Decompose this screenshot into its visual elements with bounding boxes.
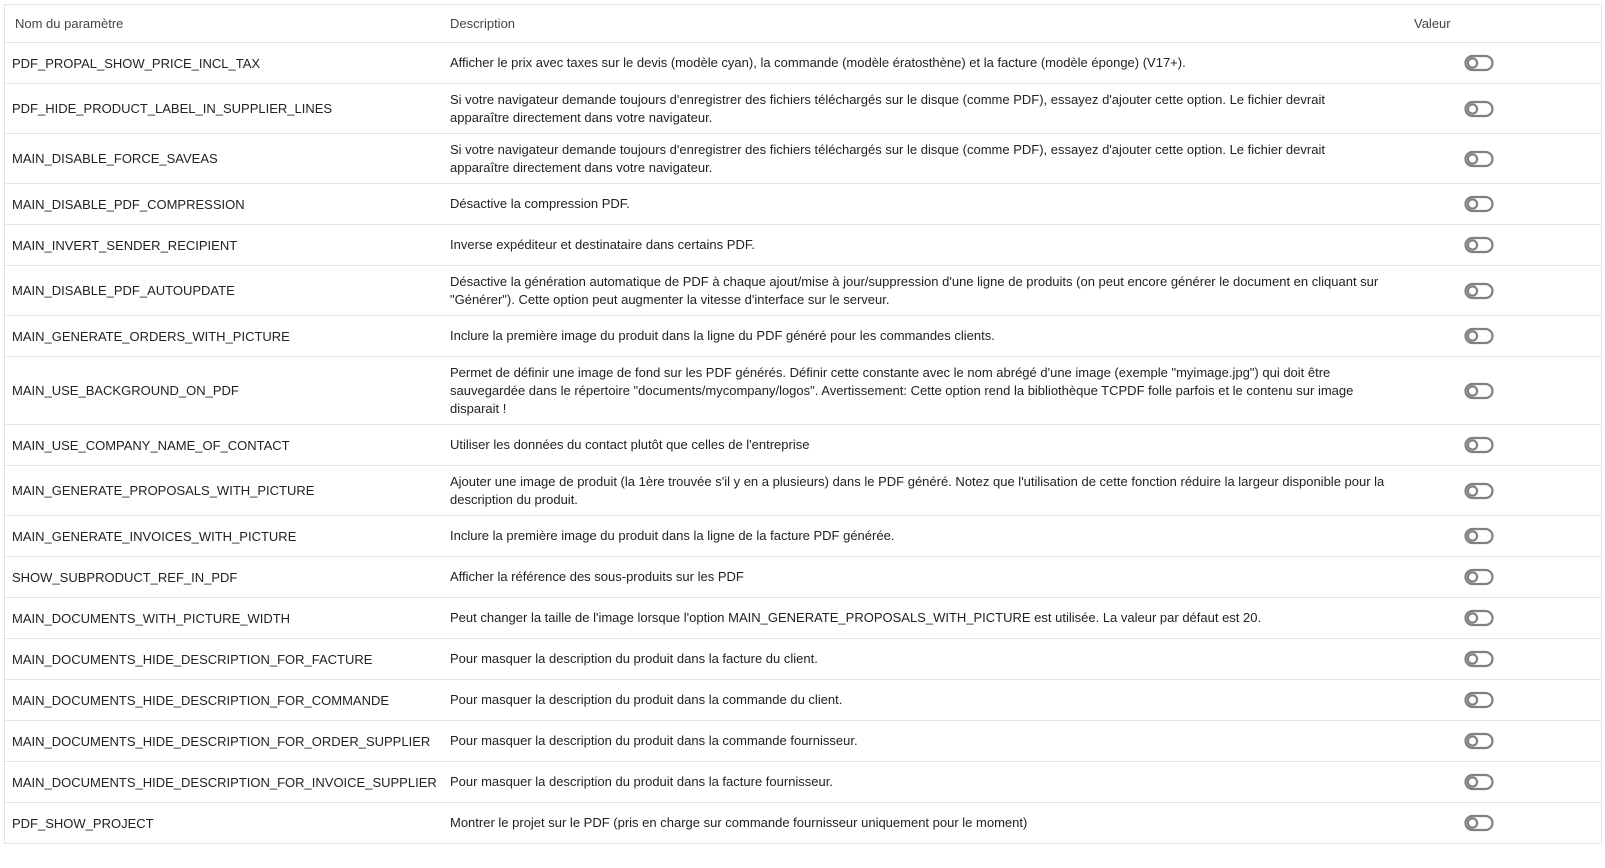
param-description: Ajouter une image de produit (la 1ère trouvée s'il y en a plusieurs) dans le PDF généré. Notez que l'utilisation de cette fonction réduire la largeur disponible pour la description du produit. xyxy=(450,473,1385,507)
param-name: MAIN_INVERT_SENDER_RECIPIENT xyxy=(12,237,238,253)
param-description: Si votre navigateur demande toujours d'enregistrer des fichiers téléchargés sur le disque (comme PDF), essayez d'ajouter cette option. Le fichier devrait apparaître directement dans votre navigateur. xyxy=(450,91,1325,125)
toggle-off-icon[interactable] xyxy=(1464,382,1494,399)
param-description: Si votre navigateur demande toujours d'enregistrer des fichiers téléchargés sur le disque (comme PDF), essayez d'ajouter cette option. Le fichier devrait apparaître directement dans votre navigateur. xyxy=(450,141,1325,175)
param-description: Montrer le projet sur le PDF (pris en charge sur commande fournisseur uniquement pour le moment) xyxy=(450,815,1028,830)
toggle-off-icon[interactable] xyxy=(1464,237,1494,254)
table-row xyxy=(5,516,1601,557)
param-name: MAIN_DOCUMENTS_HIDE_DESCRIPTION_FOR_FACTURE xyxy=(12,651,373,667)
toggle-off-icon[interactable] xyxy=(1464,528,1494,545)
table-row xyxy=(5,721,1601,762)
table-row xyxy=(5,266,1601,316)
param-name: MAIN_DISABLE_PDF_COMPRESSION xyxy=(12,196,245,212)
table-row xyxy=(5,225,1601,266)
table-row xyxy=(5,639,1601,680)
param-description: Désactive la génération automatique de PDF à chaque ajout/mise à jour/suppression d'une ligne de produits (on peut encore générer le document en cliquant sur "Générer"). Cette option peut augmenter la vitesse d'interface sur le serveur. xyxy=(450,273,1379,307)
param-description: Inclure la première image du produit dans la ligne du PDF généré pour les commandes clients. xyxy=(450,328,995,343)
param-description: Pour masquer la description du produit dans la commande fournisseur. xyxy=(450,733,858,748)
param-description: Afficher la référence des sous-produits sur les PDF xyxy=(450,569,744,584)
table-row xyxy=(5,425,1601,466)
table-row xyxy=(5,466,1601,516)
table-row xyxy=(5,598,1601,639)
toggle-off-icon[interactable] xyxy=(1464,774,1494,791)
param-name: MAIN_USE_BACKGROUND_ON_PDF xyxy=(12,383,239,398)
header-description: Description xyxy=(450,15,516,31)
param-name: MAIN_DOCUMENTS_HIDE_DESCRIPTION_FOR_COMMANDE xyxy=(12,692,390,708)
table-row xyxy=(5,680,1601,721)
toggle-off-icon[interactable] xyxy=(1464,282,1494,299)
param-name: MAIN_GENERATE_INVOICES_WITH_PICTURE xyxy=(12,528,297,544)
toggle-off-icon[interactable] xyxy=(1464,150,1494,167)
param-name: PDF_SHOW_PROJECT xyxy=(12,815,154,831)
param-description: Pour masquer la description du produit dans la commande du client. xyxy=(450,692,843,707)
param-name: MAIN_DISABLE_FORCE_SAVEAS xyxy=(12,151,218,166)
param-description: Pour masquer la description du produit dans la facture fournisseur. xyxy=(450,774,833,789)
table-row xyxy=(5,357,1601,425)
header-value: Valeur xyxy=(1414,16,1451,31)
header-value-cell xyxy=(1395,5,1601,42)
param-name: MAIN_DOCUMENTS_WITH_PICTURE_WIDTH xyxy=(12,610,291,626)
param-name: PDF_PROPAL_SHOW_PRICE_INCL_TAX xyxy=(12,55,261,71)
toggle-off-icon[interactable] xyxy=(1464,610,1494,627)
table-row xyxy=(5,84,1601,134)
table-row xyxy=(5,762,1601,803)
param-description: Peut changer la taille de l'image lorsque l'option MAIN_GENERATE_PROPOSALS_WITH_PICTURE est utilisée. La valeur par défaut est 20. xyxy=(450,610,1262,625)
param-description: Permet de définir une image de fond sur les PDF générés. Définir cette constante avec le nom abrégé d'une image (exemple "myimage.jpg") qui doit être sauvegardée dans le répertoire "documents/mycompany/logos". Avertissement: Cette option rend la bibliothèque TCPDF folle parfois et le contenu sur image disparait ! xyxy=(450,364,1354,416)
table-row xyxy=(5,316,1601,357)
toggle-off-icon[interactable] xyxy=(1464,196,1494,213)
param-name: SHOW_SUBPRODUCT_REF_IN_PDF xyxy=(12,569,238,585)
param-name: MAIN_USE_COMPANY_NAME_OF_CONTACT xyxy=(12,437,290,453)
toggle-off-icon[interactable] xyxy=(1464,569,1494,586)
param-name: MAIN_DOCUMENTS_HIDE_DESCRIPTION_FOR_ORDER_SUPPLIER xyxy=(12,733,431,749)
parameters-table xyxy=(4,4,1602,844)
table-row xyxy=(5,43,1601,84)
param-description: Pour masquer la description du produit dans la facture du client. xyxy=(450,651,818,666)
param-description: Inclure la première image du produit dans la ligne de la facture PDF générée. xyxy=(450,528,895,543)
toggle-off-icon[interactable] xyxy=(1464,437,1494,454)
table-row xyxy=(5,134,1601,184)
toggle-off-icon[interactable] xyxy=(1464,482,1494,499)
table-header xyxy=(5,5,1601,43)
toggle-off-icon[interactable] xyxy=(1464,328,1494,345)
toggle-off-icon[interactable] xyxy=(1464,733,1494,750)
toggle-off-icon[interactable] xyxy=(1464,55,1494,72)
param-description: Désactive la compression PDF. xyxy=(450,196,630,211)
param-description: Afficher le prix avec taxes sur le devis (modèle cyan), la commande (modèle ératosthène) et la facture (modèle éponge) (V17+). xyxy=(450,55,1186,70)
param-description: Utiliser les données du contact plutôt que celles de l'entreprise xyxy=(450,437,810,452)
param-name: MAIN_GENERATE_PROPOSALS_WITH_PICTURE xyxy=(12,483,315,498)
header-name: Nom du paramètre xyxy=(15,16,124,31)
toggle-off-icon[interactable] xyxy=(1464,815,1494,832)
toggle-off-icon[interactable] xyxy=(1464,692,1494,709)
table-row xyxy=(5,184,1601,225)
table-row xyxy=(5,557,1601,598)
param-name: PDF_HIDE_PRODUCT_LABEL_IN_SUPPLIER_LINES xyxy=(12,101,333,116)
param-name: MAIN_GENERATE_ORDERS_WITH_PICTURE xyxy=(12,328,290,344)
param-description: Inverse expéditeur et destinataire dans certains PDF. xyxy=(450,237,755,252)
param-name: MAIN_DISABLE_PDF_AUTOUPDATE xyxy=(12,283,235,298)
toggle-off-icon[interactable] xyxy=(1464,100,1494,117)
toggle-off-icon[interactable] xyxy=(1464,651,1494,668)
param-name: MAIN_DOCUMENTS_HIDE_DESCRIPTION_FOR_INVOICE_SUPPLIER xyxy=(12,774,437,790)
table-row xyxy=(5,803,1601,844)
